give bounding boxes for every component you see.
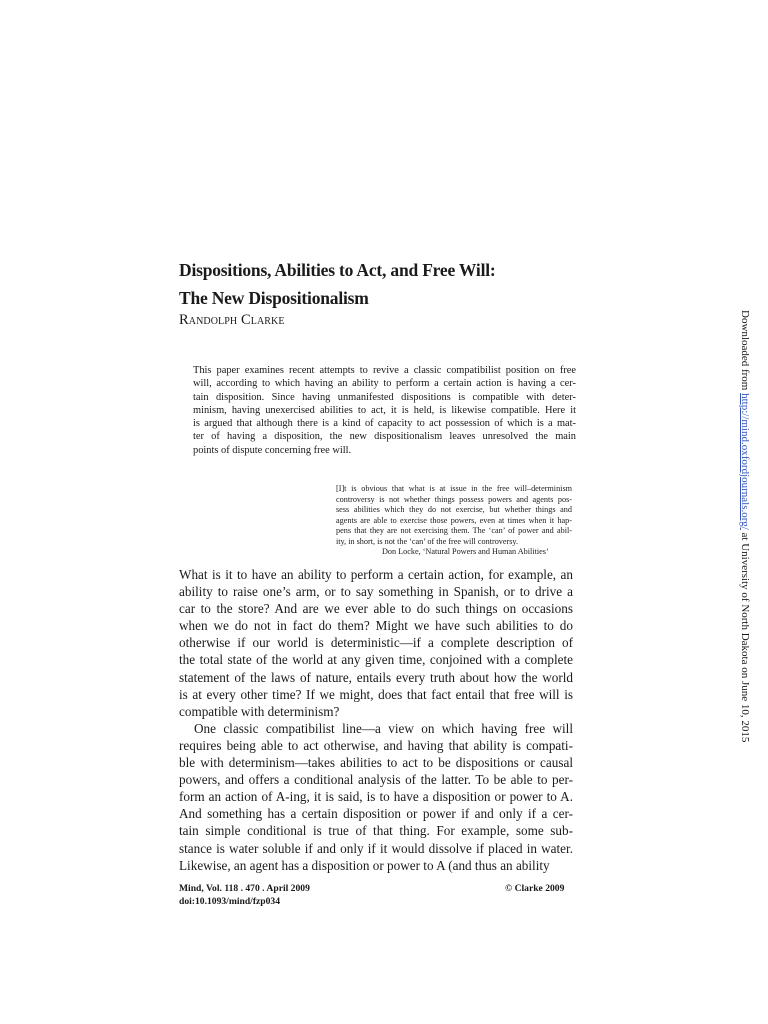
abstract-line: will, according to which having an ability to perform a certain action is having a cer- [193, 378, 576, 390]
epigraph-line: sess abilities which they do not exercise, but whether things and [336, 505, 572, 514]
body-line: is at every other time? If we might, does that fact entail that free will is [179, 686, 573, 702]
abstract-line: is argued that although there is a kind of capacity to act possession of which is a mat- [193, 418, 576, 430]
body-line: And something has a certain disposition or power if and only if a cer- [179, 806, 573, 822]
body-line: powers, and offers a conditional analysis of the latter. To be able to per- [179, 772, 573, 788]
body-line: requires being able to act otherwise, and having that ability is compati- [179, 737, 573, 753]
abstract [193, 364, 576, 457]
body-line: Likewise, an agent has a disposition or power to A (and thus an ability [179, 857, 550, 873]
body-line: compatible with determinism? [179, 703, 340, 719]
abstract-line: tain disposition. Since having unmanifested dispositions is compatible with deter- [193, 391, 576, 403]
body-line: ability to raise one’s arm, or to say something in Spanish, or to drive a [179, 584, 573, 600]
body-line: otherwise if our world is deterministic—if a complete description of [179, 635, 573, 651]
abstract-line: This paper examines recent attempts to revive a classic compatibilist position on free [193, 365, 576, 376]
journal-volume: Mind, Vol. 118 . 470 . April 2009 [179, 883, 310, 894]
abstract-line: ter of having a disposition, the new dispositionalism leaves unresolved the main [193, 431, 576, 443]
journal-citation [179, 882, 310, 908]
article-title [179, 256, 699, 312]
body-line: statement of the laws of nature, entails every truth about how the world [179, 669, 573, 685]
journal-link[interactable]: http://mind.oxfordjournals.org/ [739, 393, 751, 530]
epigraph [336, 484, 572, 558]
abstract-line: minism, having unexercised abilities to act, it is held, is likewise compatible. Here it [193, 404, 576, 416]
epigraph-line: ity, in short, is not the ‘can’ of the free will controversy. [336, 536, 519, 546]
doi: doi:10.1093/mind/fzp034 [179, 896, 281, 907]
download-suffix: at University of North Dakota on June 10, 2015 [739, 532, 751, 743]
title-line-1: Dispositions, Abilities to Act, and Free Will: [179, 260, 496, 280]
body-line: stance is water soluble if and only if it would dissolve if placed in water. [179, 840, 573, 856]
body-text [179, 566, 573, 874]
body-line: tain simple conditional is true of that thing. For example, some sub- [179, 823, 573, 839]
epigraph-line: [I]t is obvious that what is at issue in the free will–determinism [336, 484, 572, 493]
body-line: One classic compatibilist line—a view on which having free will [194, 720, 573, 736]
body-line: when we do not in fact do them? Might we have such abilities to do [179, 618, 573, 634]
abstract-line: points of dispute concerning free will. [193, 444, 352, 456]
body-line: ble with determinism—takes abilities to act to be dispositions or causal [179, 755, 573, 771]
body-line: car to the store? And are we ever able to do such things on occasions [179, 601, 573, 617]
download-notice [738, 310, 752, 742]
body-line: What is it to have an ability to perform a certain action, for example, an [179, 567, 573, 582]
epigraph-line: controversy is not whether things possess powers and agents pos- [336, 494, 572, 504]
epigraph-attribution: Don Locke, ‘Natural Powers and Human Abilities’ [382, 547, 549, 556]
body-line: form an action of A-ing, it is said, is to have a disposition or power to A. [179, 789, 573, 805]
copyright: © Clarke 2009 [505, 883, 565, 894]
download-prefix: Downloaded from [739, 310, 751, 391]
epigraph-line: pens that they are not exercising them. The ‘can’ of power and abil- [336, 526, 572, 535]
epigraph-line: agents are able to exercise those powers, even at times when it hap- [336, 515, 572, 525]
title-line-2: The New Dispositionalism [179, 288, 369, 308]
author-name: Randolph Clarke [179, 312, 285, 328]
body-line: the total state of the world at any given time, conjoined with a complete [179, 652, 573, 668]
